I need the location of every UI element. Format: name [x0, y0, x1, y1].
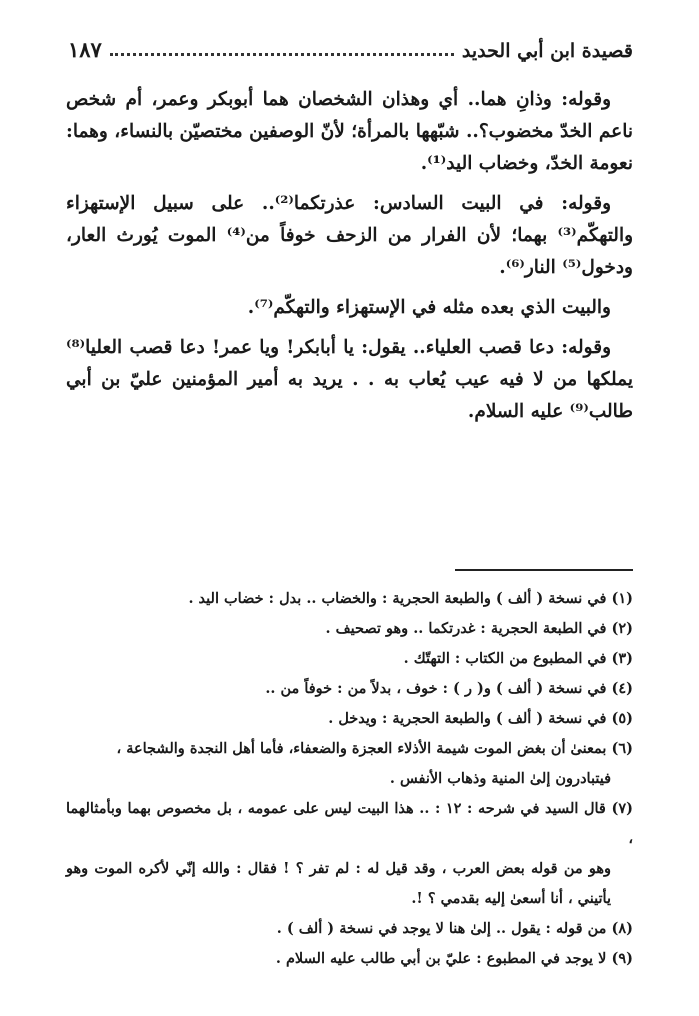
footnote-continuation: وهو من قوله بعض العرب ، وقد قيل له : لم تفر ؟ ! فقال : والله إنّي لأكره الموت وهو يأتيني ، أنا أسعىٰ إليه بقدمي ؟ !. [66, 860, 611, 907]
footnote [66, 674, 633, 704]
footnote-text: (٤) في نسخة ( ألف ) و( ر ) : خوف ، بدلاً من : خوفاً من .. [265, 680, 633, 697]
footnote [66, 734, 633, 794]
footnote-text: (١) في نسخة ( ألف ) والطبعة الحجرية : والخضاب .. بدل : خضاب اليد . [188, 590, 633, 607]
footnote-text: (٥) في نسخة ( ألف ) والطبعة الحجرية : ويدخل . [328, 710, 633, 727]
footnote [66, 704, 633, 734]
footnotes [66, 584, 633, 974]
footnote-text: (٨) من قوله : يقول .. إلىٰ هنا لا يوجد في نسخة ( ألف ) . [276, 920, 633, 937]
paragraph: وقوله: في البيت السادس: عذرتكما⁽²⁾.. على سبيل الإستهزاء والتهكّم⁽³⁾ بهما؛ لأن الفرار من الزحف خوفاً من⁽⁴⁾ الموت يُورث العار، ودخول⁽⁵⁾ النار⁽⁶⁾. [66, 193, 634, 278]
running-title: قصيدة ابن أبي الحديد [461, 40, 633, 62]
main-text [66, 84, 633, 436]
running-header [68, 30, 633, 62]
footnote-text: (٢) في الطبعة الحجرية : غدرتكما .. وهو تصحيف . [325, 620, 633, 637]
paragraph: وقوله: دعا قصب العلياء.. يقول: يا أبابكر! ويا عمر! دعا قصب العليا⁽⁸⁾ يملكها من لا فيه عيب يُعاب به . . يريد به أمير المؤمنين عليّ بن أبي طالب⁽⁹⁾ عليه السلام. [66, 337, 633, 422]
footnote [66, 644, 633, 674]
footnote-text: (٩) لا يوجد في المطبوع : عليّ بن أبي طالب عليه السلام . [275, 950, 633, 967]
footnote-text: (٦) بمعنىٰ أن بغض الموت شيمة الأذلاء العجزة والضعفاء، فأما أهل النجدة والشجاعة ، [116, 740, 633, 757]
footnote [66, 914, 633, 944]
footnote [66, 614, 633, 644]
footnote-continuation: فيتبادرون إلىٰ المنية وذهاب الأنفس . [389, 770, 611, 787]
footnote-text: (٧) قال السيد في شرحه : ١٢ : .. هذا البيت ليس على عمومه ، بل مخصوص بهما وبأمثالهما ، [66, 800, 633, 847]
paragraph: وقوله: وذانِ هما.. أي وهذان الشخصان هما أبوبكر وعمر، أم شخص ناعم الخدّ مخضوب؟.. شبّهها بالمرأة؛ لأنّ الوصفين مختصيّن بالنساء، وهما: نعومة الخدّ، وخضاب اليد⁽¹⁾. [66, 89, 633, 174]
footnote-text: (٣) في المطبوع من الكتاب : التهتّك . [403, 650, 633, 667]
footnote-separator [455, 569, 633, 571]
page-number: ١٨٧ [68, 37, 102, 62]
footnote [66, 944, 633, 974]
footnote [66, 794, 633, 914]
footnote [66, 584, 633, 614]
leader-dots [110, 53, 454, 56]
paragraph: والبيت الذي بعده مثله في الإستهزاء والتهكّم⁽⁷⁾. [247, 297, 611, 318]
